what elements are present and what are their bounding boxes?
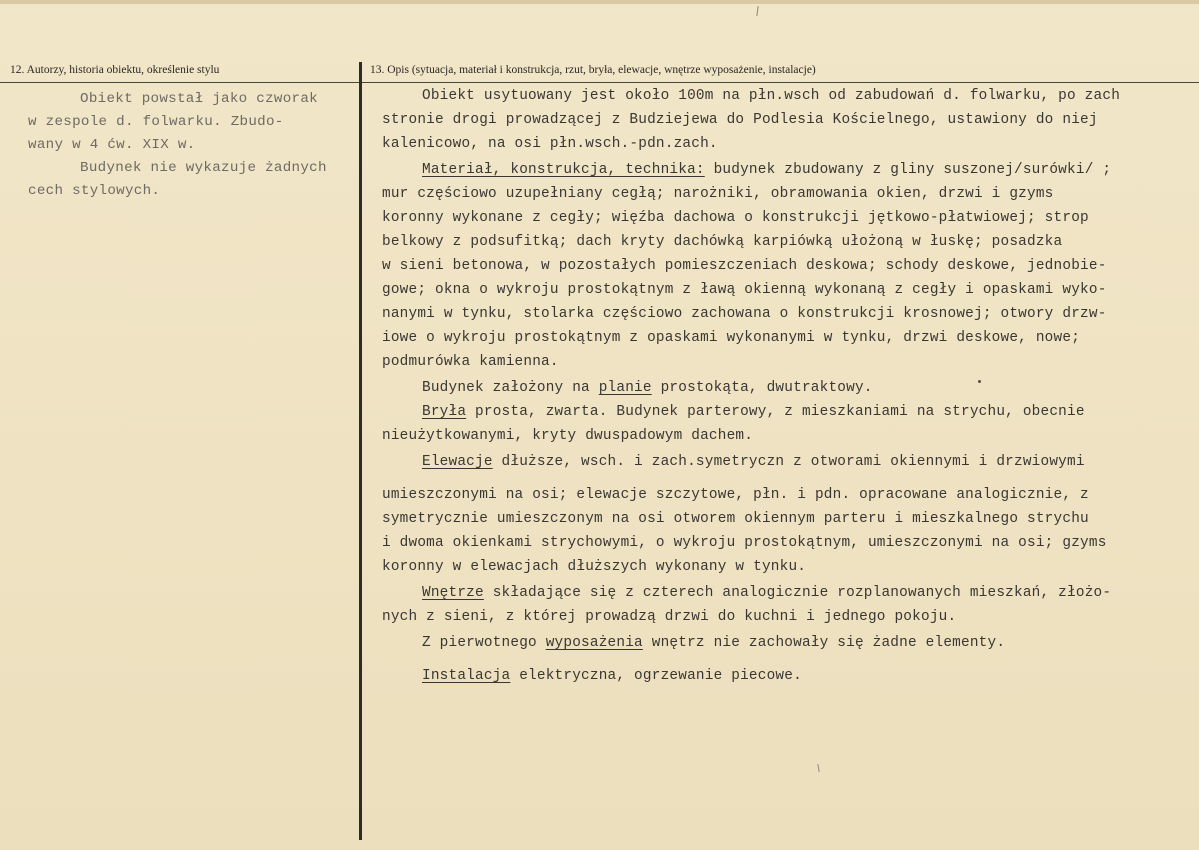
text-line: gowe; okna o wykroju prostokątnym z ławą okienną wykonaną z cegły i opaskami wyko- [382,282,1107,298]
text-line [422,585,1111,601]
text-line: podmurówka kamienna. [382,354,559,370]
text-line: kalenicowo, na osi płn.wsch.-pdn.zach. [382,136,718,152]
text-line [422,668,802,684]
text-span: wnętrz nie zachowały się żadne elementy. [642,635,1006,651]
text-line [422,404,1085,420]
text-line: nych z sieni, z której prowadzą drzwi do kuchni i jednego pokoju. [382,609,957,625]
text-line: iowe o wykroju prostokątnym z opaskami wykonanymi w tynku, drzwi deskowe, nowe; [382,330,1081,346]
text-line: mur częściowo uzupełniany cegłą; narożniki, obramowania okien, drzwi i gzyms [382,186,1054,202]
ink-dot [978,380,981,383]
text-line [422,635,1005,651]
text-line: cech stylowych. [28,183,161,199]
text-line [422,162,1111,178]
text-span: Budynek założony na [422,380,599,396]
card-top-edge [0,0,1199,4]
heading-wyposazenie: wyposażenia [545,635,643,651]
heading-elewacje: Elewacje [422,454,493,470]
section-12-header: 12. Autorzy, historia obiektu, określenie stylu [10,64,220,76]
text-line: nanymi w tynku, stolarka częściowo zachowana o konstrukcji krosnowej; otwory drzw- [382,306,1107,322]
text-line: koronny w elewacjach dłuższych wykonany w tynku. [382,559,807,575]
text-line: Budynek nie wykazuje żadnych [80,160,327,176]
text-line: koronny wykonane z cegły; więźba dachowa o konstrukcji jętkowo-płatwiowej; strop [382,210,1089,226]
text-line: symetrycznie umieszczonym na osi otworem okiennym parteru i mieszkalnego strychu [382,511,1089,527]
heading-wnetrze: Wnętrze [422,585,484,601]
pencil-mark [756,6,758,16]
heading-instalacja: Instalacja [422,668,511,684]
header-divider [0,82,1199,83]
text-span: składające się z czterech analogicznie rozplanowanych mieszkań, złożo- [483,585,1112,601]
text-line: w zespole d. folwarku. Zbudo- [28,114,284,130]
text-line: w sieni betonowa, w pozostałych pomieszczeniach deskowa; schody deskowe, jednobie- [382,258,1107,274]
heading-bryla: Bryła [422,404,467,420]
text-line [422,380,873,396]
heading-material: Materiał, konstrukcja, technika: [422,162,705,178]
text-line: Obiekt usytuowany jest około 100m na płn.wsch od zabudowań d. folwarku, po zach [422,88,1121,104]
section-13-header: 13. Opis (sytuacja, materiał i konstrukcja, rzut, bryła, elewacje, wnętrze wyposażenie, instalacje) [370,64,816,76]
text-line [422,454,1085,470]
text-line: Obiekt powstał jako czworak [80,91,318,107]
text-span: prosta, zwarta. Budynek parterowy, z mieszkaniami na strychu, obecnie [466,404,1085,420]
text-line: nieużytkowanymi, kryty dwuspadowym dachem. [382,428,754,444]
pencil-mark [817,764,819,772]
text-line: stronie drogi prowadzącej z Budziejewa do Podlesia Kościelnego, ustawiony do niej [382,112,1098,128]
text-line: wany w 4 ćw. XIX w. [28,137,196,153]
text-span: elektryczna, ogrzewanie piecowe. [510,668,802,684]
text-span: prostokąta, dwutraktowy. [651,380,873,396]
text-span: budynek zbudowany z gliny suszonej/surówki/ ; [704,162,1112,178]
text-line: i dwoma okienkami strychowymi, o wykroju prostokątnym, umieszczonymi na osi; gzyms [382,535,1107,551]
text-line: belkowy z podsufitką; dach kryty dachówką karpiówką ułożoną w łuskę; posadzka [382,234,1063,250]
text-line: umieszczonymi na osi; elewacje szczytowe, płn. i pdn. opracowane analogicznie, z [382,487,1089,503]
text-span: Z pierwotnego [422,635,546,651]
text-span: dłuższe, wsch. i zach.symetryczn z otworami okiennymi i drzwiowymi [492,454,1085,470]
heading-plan: planie [598,380,652,396]
column-divider [359,62,362,840]
section-12-text [28,88,358,203]
